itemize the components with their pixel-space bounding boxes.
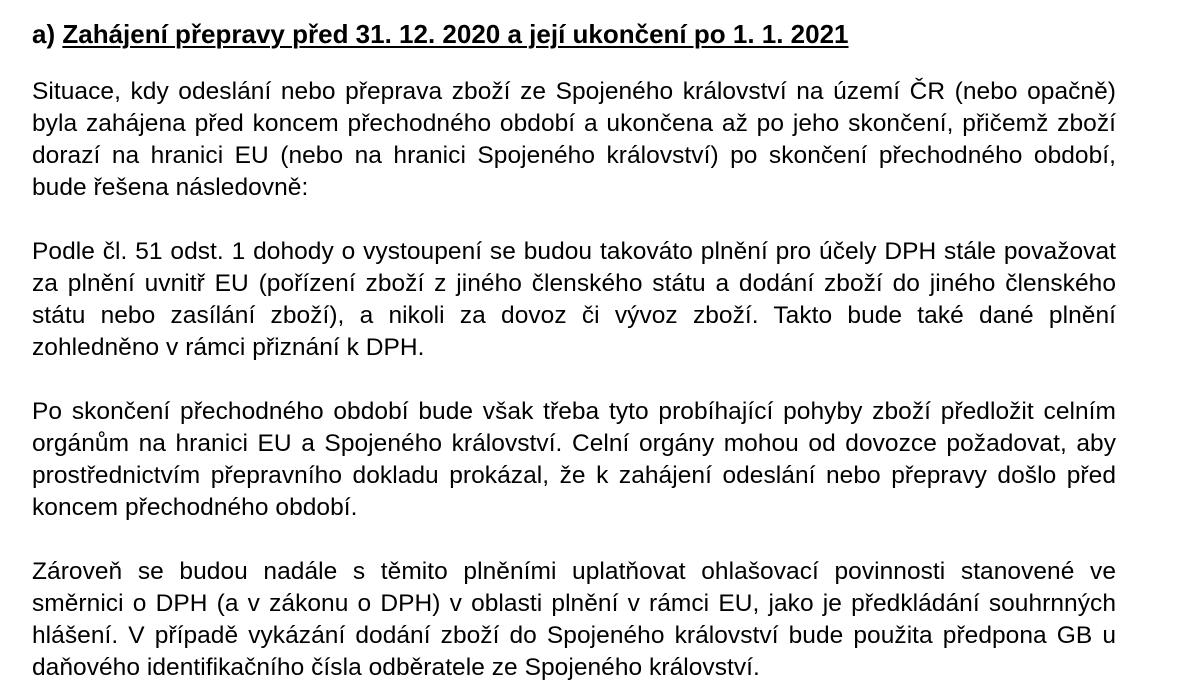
document-page <box>32 18 1116 684</box>
section-heading <box>32 18 1116 50</box>
paragraph-customs: Po skončení přechodného období bude však třeba tyto probíhající pohyby zboží předložit celním orgánům na hranici EU a Spojeného království. Celní orgány mohou od dovozce požadovat, aby prostřednictvím přepravního dokladu prokázal, že k zahájení odeslání nebo přepravy došlo před koncem přechodného období. <box>32 398 1116 521</box>
paragraph-situation: Situace, kdy odeslání nebo přeprava zboží ze Spojeného království na území ČR (nebo opačně) byla zahájena před koncem přechodného období a ukončena až po jeho skončení, přičemž zboží dorazí na hranici EU (nebo na hranici Spojeného království) po skončení přechodného období, bude řešena následovně: <box>32 78 1116 201</box>
paragraph-article-51: Podle čl. 51 odst. 1 dohody o vystoupení se budou takováto plnění pro účely DPH stále považovat za plnění uvnitř EU (pořízení zboží z jiného členského státu a dodání zboží do jiného členského státu nebo zasílání zboží), a nikoli za dovoz či vývoz zboží. Takto bude také dané plnění zohledněno v rámci přiznání k DPH. <box>32 238 1116 361</box>
section-heading-title: Zahájení přepravy před 31. 12. 2020 a její ukončení po 1. 1. 2021 <box>62 19 849 49</box>
paragraph-reporting: Zároveň se budou nadále s těmito plněními uplatňovat ohlašovací povinnosti stanovené ve směrnici o DPH (a v zákonu o DPH) v oblasti plnění v rámci EU, jako je předkládání souhrnných hlášení. V případě vykázání dodání zboží do Spojeného království bude použita předpona GB u daňového identifikačního čísla odběratele ze Spojeného království. <box>32 558 1116 681</box>
section-heading-label: a) <box>32 19 56 49</box>
